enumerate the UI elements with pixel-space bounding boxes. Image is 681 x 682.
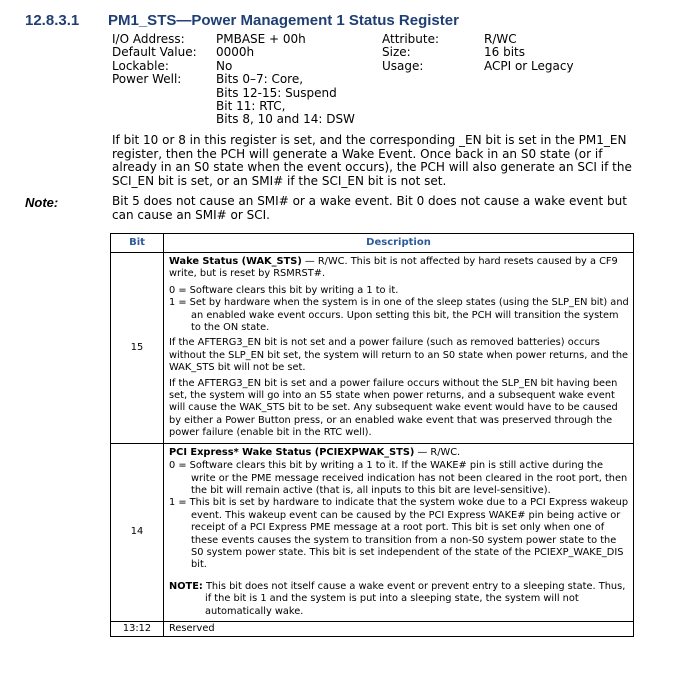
power-well-label: Power Well: <box>112 72 182 87</box>
bit-cell: 15 <box>111 253 164 444</box>
description-paragraph: If the AFTERG3_EN bit is not set and a power failure (such as removed batteries) occurs without the SLP_EN bit set, the system will return to an S0 state when power returns, and the WAK_STS bit will not be set. <box>169 337 629 374</box>
usage-label: Usage: <box>382 58 424 73</box>
table-row <box>111 253 634 444</box>
value-1-description: 1 = Set by hardware when the system is in one of the sleep states (using the SLP_EN bit) and an enabled wake event occurs. Upon setting this bit, the PCH will transition the system to the ON state. <box>169 297 629 334</box>
table-row <box>111 621 634 636</box>
register-title: PM1_STS—Power Management 1 Status Register <box>108 12 459 29</box>
table-row <box>111 443 634 621</box>
power-well-line: Bits 12-15: Suspend <box>216 85 337 100</box>
usage-value: ACPI or Legacy <box>484 58 574 73</box>
bit-column-header: Bit <box>111 234 164 253</box>
field-note-label: NOTE: <box>169 580 203 592</box>
field-access: — R/WC. <box>414 446 461 458</box>
table-header-row <box>111 234 634 253</box>
power-well-line: Bits 0–7: Core, <box>216 72 304 87</box>
field-name: PCI Express* Wake Status (PCIEXPWAK_STS) <box>169 446 415 458</box>
section-heading <box>25 12 459 29</box>
power-well-line: Bit 11: RTC, <box>216 98 286 113</box>
description-cell <box>164 443 634 621</box>
io-address-label: I/O Address: <box>112 32 185 46</box>
power-well-line: Bits 8, 10 and 14: DSW <box>216 112 355 127</box>
lockable-label: Lockable: <box>112 58 169 73</box>
note-label: Note: <box>25 195 59 210</box>
attribute-value: R/WC <box>484 32 517 46</box>
value-1-description: 1 = This bit is set by hardware to indicate that the system woke due to a PCI Express wakeup event. This wakeup event can be caused by the PCI Express WAKE# pin being active or receipt of a PCI Express PME message at a root port. This bit is set only when one of these events causes the system to transition from a non-S0 system power state to the S0 system power state. This bit is set independent of the state of the PCIEXP_WAKE_DIS bit. <box>169 497 629 571</box>
description-cell: Reserved <box>164 621 634 636</box>
lockable-value: No <box>216 58 233 73</box>
default-value: 0000h <box>216 45 255 60</box>
field-title <box>169 447 629 459</box>
value-0-description: 0 = Software clears this bit by writing a 1 to it. If the WAKE# pin is still active during the write or the PME message received indication has not been cleared in the root port, then the bit will remain active (that is, all inputs to this bit are level-sensitive). <box>169 460 628 496</box>
size-value: 16 bits <box>484 45 525 60</box>
attribute-label: Attribute: <box>382 32 440 46</box>
field-note-text: This bit does not itself cause a wake event or prevent entry to a sleeping state. Thus, if the bit is 1 and the system is put into a sleeping state, the system will not automatically wake. <box>202 580 626 617</box>
field-title <box>169 256 629 281</box>
bit-cell: 14 <box>111 443 164 621</box>
default-value-label: Default Value: <box>112 45 197 60</box>
size-label: Size: <box>382 45 411 60</box>
field-name: Wake Status (WAK_STS) <box>169 256 302 267</box>
note-text: Bit 5 does not cause an SMI# or a wake event. Bit 0 does not cause a wake event but can cause an SMI# or SCI. <box>112 194 627 222</box>
value-0-description: 0 = Software clears this bit by writing a 1 to it. <box>169 284 399 296</box>
description-cell <box>164 253 634 444</box>
bit-cell: 13:12 <box>111 621 164 636</box>
field-access: — R/WC. This bit is not affected by hard resets caused by a CF9 write, but is reset by RSMRST#. <box>169 256 618 280</box>
field-note <box>169 581 629 618</box>
description-paragraph: If the AFTERG3_EN bit is set and a power failure occurs without the SLP_EN bit having been set, the system will go into an S5 state when power returns, and a subsequent wake event will cause the WAK_STS bit to be set. Any subsequent wake event would have to be caused by either a Power Button press, or an enabled wake event that was preserved through the power failure (enable bit in the RTC well). <box>169 377 618 439</box>
intro-paragraph: If bit 10 or 8 in this register is set, and the corresponding _EN bit is set in the PM1_EN register, then the PCH will generate a Wake Event. Once back in an S0 state (or if already in an S0 state when the event occurs), the PCH will also generate an SCI if the SCI_EN bit is set, or an SMI# if the SCI_EN bit is not set. <box>112 133 632 188</box>
section-number: 12.8.3.1 <box>25 12 80 29</box>
description-column-header: Description <box>164 234 634 253</box>
register-bit-table <box>110 233 634 637</box>
io-address-value: PMBASE + 00h <box>216 32 306 46</box>
